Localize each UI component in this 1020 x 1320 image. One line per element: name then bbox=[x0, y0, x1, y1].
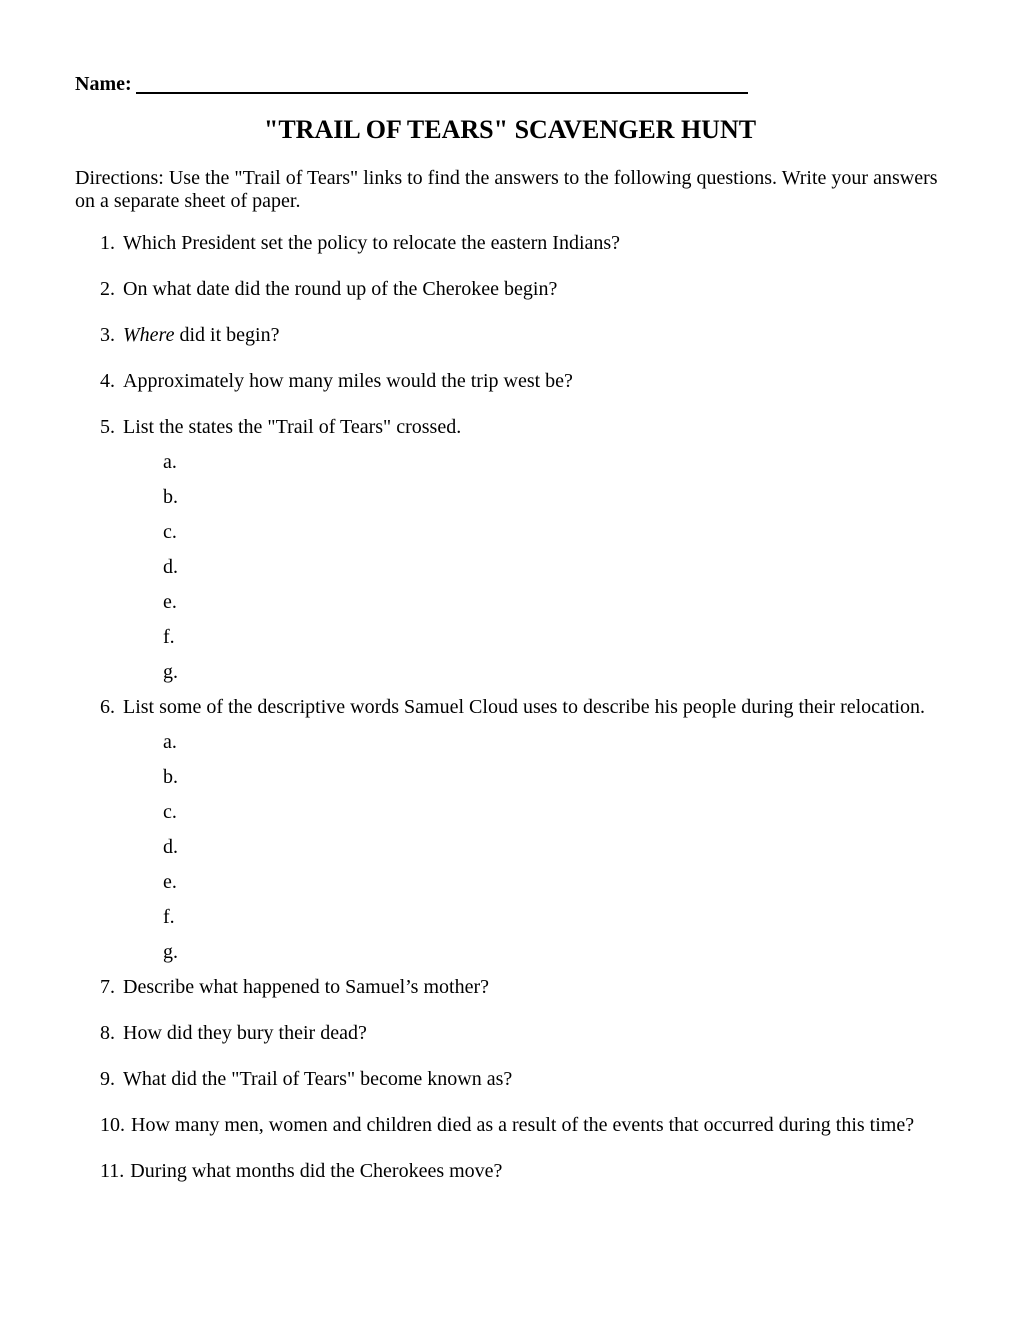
subitem: f. bbox=[163, 906, 175, 928]
question-5-subitems bbox=[75, 451, 945, 684]
question-8 bbox=[75, 1022, 945, 1045]
question-2 bbox=[75, 278, 945, 301]
subitem: d. bbox=[163, 556, 178, 578]
question-number: 11. bbox=[100, 1160, 125, 1182]
question-7 bbox=[75, 976, 945, 999]
directions-text: Directions: Use the "Trail of Tears" links to find the answers to the following questions. Write your answers on a separate sheet of paper. bbox=[75, 167, 938, 212]
question-6 bbox=[75, 696, 945, 719]
subitem: c. bbox=[163, 801, 177, 823]
question-text: How many men, women and children died as a result of the events that occurred during this time? bbox=[131, 1114, 915, 1136]
name-label: Name: bbox=[75, 73, 132, 95]
subitem: e. bbox=[163, 591, 177, 613]
question-number: 7. bbox=[100, 976, 115, 998]
subitem: g. bbox=[163, 941, 178, 963]
question-text: How did they bury their dead? bbox=[123, 1022, 367, 1044]
question-text: On what date did the round up of the Cherokee begin? bbox=[123, 278, 558, 300]
question-5 bbox=[75, 416, 945, 439]
question-9 bbox=[75, 1068, 945, 1091]
question-number: 3. bbox=[100, 324, 115, 346]
question-number: 4. bbox=[100, 370, 115, 392]
question-number: 5. bbox=[100, 416, 115, 438]
question-text: List the states the "Trail of Tears" crossed. bbox=[123, 416, 462, 438]
question-number: 1. bbox=[100, 232, 115, 254]
question-6-subitems bbox=[75, 731, 945, 964]
question-number: 8. bbox=[100, 1022, 115, 1044]
name-row bbox=[75, 73, 945, 96]
subitem: g. bbox=[163, 661, 178, 683]
question-number: 2. bbox=[100, 278, 115, 300]
question-number: 9. bbox=[100, 1068, 115, 1090]
question-text: Describe what happened to Samuel’s mother? bbox=[123, 976, 489, 998]
question-text: did it begin? bbox=[174, 324, 280, 346]
page-title: "TRAIL OF TEARS" SCAVENGER HUNT bbox=[263, 115, 757, 144]
question-text: What did the "Trail of Tears" become known as? bbox=[123, 1068, 513, 1090]
question-3 bbox=[75, 324, 945, 347]
subitem: c. bbox=[163, 521, 177, 543]
name-underline bbox=[136, 76, 748, 94]
question-text: During what months did the Cherokees move? bbox=[130, 1160, 503, 1182]
subitem: f. bbox=[163, 626, 175, 648]
subitem: a. bbox=[163, 451, 177, 473]
question-1 bbox=[75, 232, 945, 255]
subitem: b. bbox=[163, 766, 178, 788]
question-text: List some of the descriptive words Samuel Cloud uses to describe his people during their relocation. bbox=[123, 696, 926, 718]
subitem: e. bbox=[163, 871, 177, 893]
question-text: Which President set the policy to relocate the eastern Indians? bbox=[123, 232, 621, 254]
subitem: b. bbox=[163, 486, 178, 508]
question-text-italic: Where bbox=[123, 324, 175, 346]
subitem: d. bbox=[163, 836, 178, 858]
question-text: Approximately how many miles would the trip west be? bbox=[123, 370, 573, 392]
question-4 bbox=[75, 370, 945, 393]
question-11 bbox=[75, 1160, 945, 1183]
question-number: 6. bbox=[100, 696, 115, 718]
question-number: 10. bbox=[100, 1114, 125, 1136]
subitem: a. bbox=[163, 731, 177, 753]
question-10 bbox=[75, 1114, 945, 1137]
